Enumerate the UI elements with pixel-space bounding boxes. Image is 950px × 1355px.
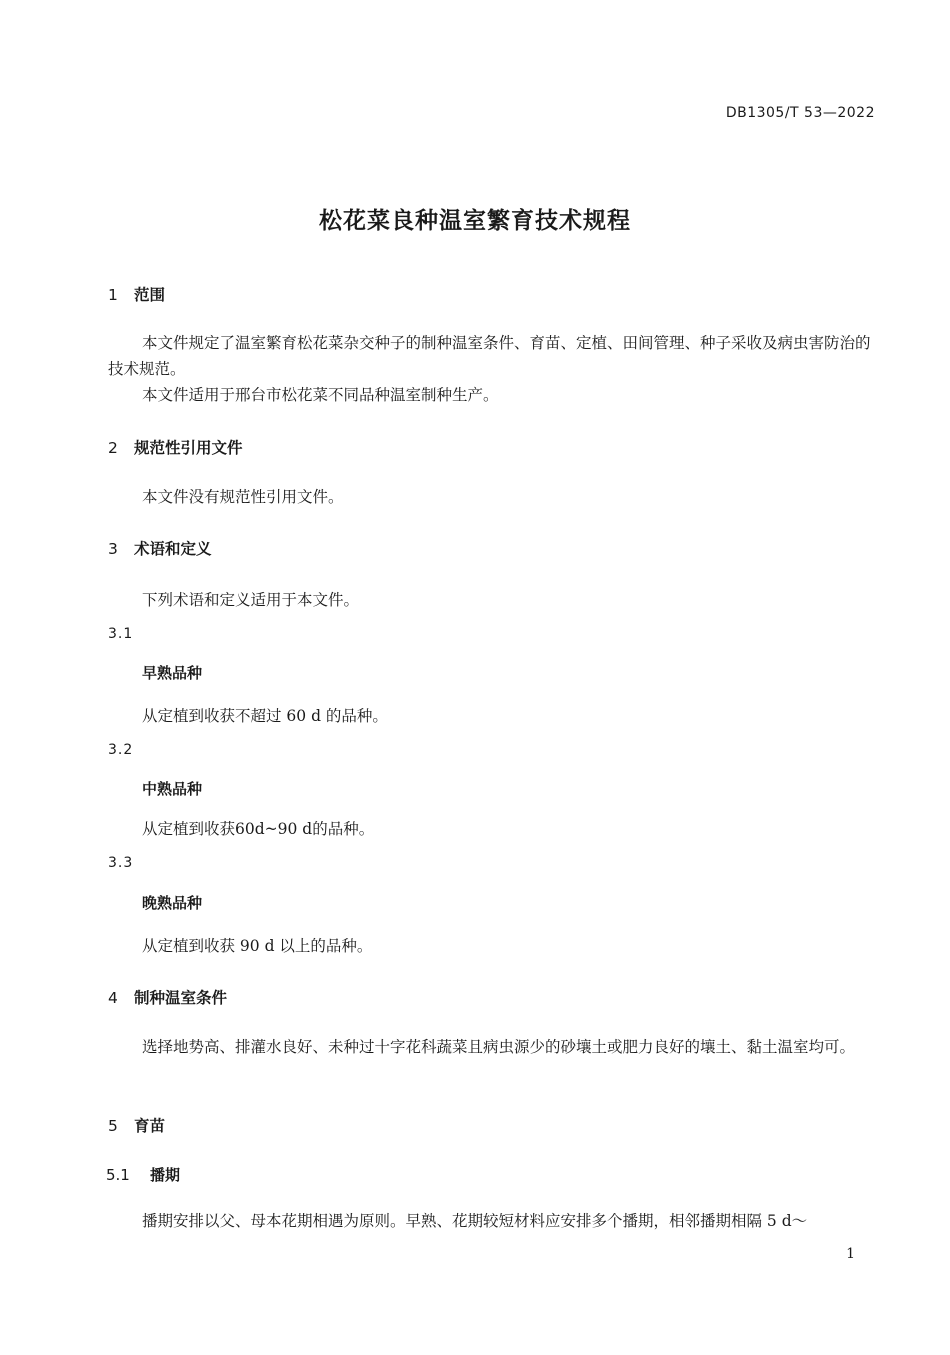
term-number: 3.1 bbox=[108, 626, 134, 642]
section-number: 2 bbox=[108, 439, 118, 457]
section-heading-3 bbox=[108, 537, 212, 559]
term-name: 早熟品种 bbox=[142, 664, 203, 682]
section-number: 5 bbox=[108, 1117, 118, 1135]
section-heading-4 bbox=[108, 986, 227, 1008]
term-definition: 从定植到收获 90 d 以上的品种。 bbox=[142, 937, 373, 955]
section-heading-1 bbox=[108, 283, 165, 305]
term-name: 中熟品种 bbox=[142, 780, 203, 798]
paragraph bbox=[108, 1034, 876, 1060]
term-number: 3.2 bbox=[108, 742, 134, 758]
subsection-heading-5-1 bbox=[106, 1164, 180, 1185]
subsection-number: 5.1 bbox=[106, 1166, 130, 1184]
paragraph: 本文件没有规范性引用文件。 bbox=[142, 488, 344, 506]
paragraph: 播期安排以父、母本花期相遇为原则。早熟、花期较短材料应安排多个播期，相邻播期相隔 5 d～ bbox=[142, 1212, 808, 1230]
paragraph: 本文件适用于邢台市松花菜不同品种温室制种生产。 bbox=[142, 386, 499, 404]
section-title: 范围 bbox=[134, 286, 166, 304]
term-definition: 从定植到收获不超过 60 d 的品种。 bbox=[142, 707, 388, 725]
section-number: 1 bbox=[108, 286, 118, 304]
section-heading-2 bbox=[108, 436, 243, 458]
section-title: 育苗 bbox=[134, 1117, 166, 1135]
term-definition: 从定植到收获60d~90 d的品种。 bbox=[142, 820, 375, 838]
document-id: DB1305/T 53—2022 bbox=[725, 105, 875, 121]
paragraph: 下列术语和定义适用于本文件。 bbox=[142, 591, 360, 609]
section-heading-5 bbox=[108, 1114, 165, 1136]
paragraph-text: 选择地势高、排灌水良好、未种过十字花科蔬菜且病虫源少的砂壤土或肥力良好的壤土、黏土温室均可。 bbox=[142, 1038, 856, 1056]
subsection-title: 播期 bbox=[150, 1166, 181, 1184]
document-title: 松花菜良种温室繁育技术规程 bbox=[319, 208, 631, 234]
section-number: 4 bbox=[108, 989, 118, 1007]
section-title: 术语和定义 bbox=[134, 540, 212, 558]
term-name: 晚熟品种 bbox=[142, 894, 203, 912]
section-title: 规范性引用文件 bbox=[134, 439, 243, 457]
section-number: 3 bbox=[108, 540, 118, 558]
page-number: 1 bbox=[846, 1246, 855, 1262]
paragraph-text: 本文件规定了温室繁育松花菜杂交种子的制种温室条件、育苗、定植、田间管理、种子采收及病虫害防治的技术规范。 bbox=[108, 334, 871, 378]
section-title: 制种温室条件 bbox=[134, 989, 228, 1007]
term-number: 3.3 bbox=[108, 855, 134, 871]
paragraph bbox=[108, 330, 876, 382]
